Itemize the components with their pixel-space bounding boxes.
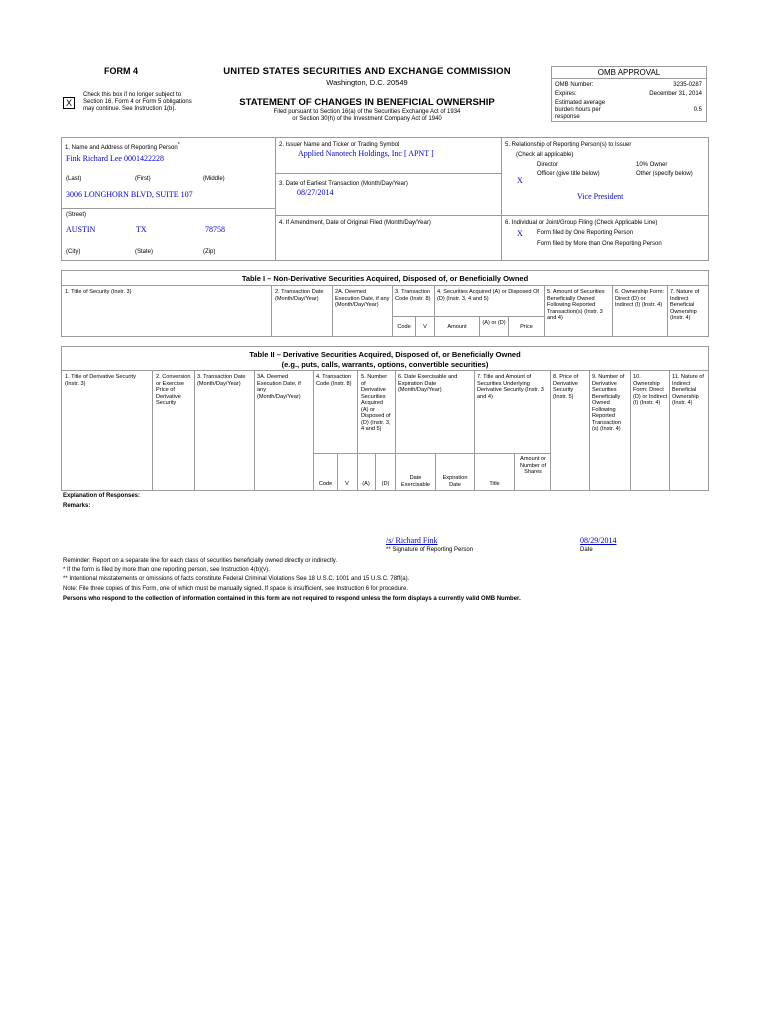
omb-burden-label: Estimated average burden hours per response — [555, 100, 606, 120]
city-label: (City) — [66, 249, 81, 255]
officer-title: Vice President — [577, 192, 624, 201]
omb-number-label: OMB Number: — [555, 82, 594, 88]
omb-title: OMB APPROVAL — [597, 68, 661, 77]
omb-number-value: 3235-0287 — [673, 82, 702, 88]
middle-label: (Middle) — [203, 176, 225, 182]
t1-col-form: 6. Ownership Form: Direct (D) or Indirect (I) (Instr. 4) — [615, 289, 665, 308]
earliest-date-label: 3. Date of Earliest Transaction (Month/Day/Year) — [279, 181, 408, 187]
signature-date: 08/29/2014 — [580, 536, 617, 545]
t1-sub-v: V — [423, 324, 427, 330]
t1-col-amount: 5. Amount of Securities Beneficially Owned Following Reported Transaction(s) (Instr. 3 and 4) — [547, 289, 605, 321]
t1-col-title: 1. Title of Security (Instr. 3) — [65, 289, 132, 295]
reporting-address: 3006 LONGHORN BLVD, SUITE 107 — [66, 190, 193, 199]
note-omb: Persons who respond to the collection of information contained in this form are not required to respond unless the form displays a currently valid OMB Number. — [63, 596, 521, 602]
agency-location: Washington, D.C. 20549 — [326, 78, 408, 87]
t1-col-date: 2. Transaction Date (Month/Day/Year) — [275, 289, 324, 302]
t2-sub-code: Code — [318, 481, 333, 487]
filed-pursuant-line1: Filed pursuant to Section 16(a) of the Securities Exchange Act of 1934 — [273, 109, 461, 115]
t2-col-owned: 9. Number of Derivative Securities Beneficially Owned Following Reported Transaction (s) (Instr. 4) — [592, 374, 625, 432]
t2-col-nature: 11. Nature of Indirect Beneficial Ownership (Instr. 4) — [672, 374, 704, 406]
t2-sub-expiration: Expiration Date — [442, 475, 468, 488]
note-misstatements: ** Intentional misstatements or omissions of facts constitute Federal Criminal Violations See 18 U.S.C. 1001 and 15 U.S.C. 78ff(a). — [63, 576, 410, 582]
amendment-label: 4. If Amendment, Date of Original Filed (Month/Day/Year) — [279, 220, 431, 226]
relationship-label: 5. Relationship of Reporting Person(s) to Issuer — [505, 142, 632, 148]
issuer-label: 2. Issuer Name and Ticker or Trading Symbol — [279, 142, 400, 148]
no-longer-subject-checkbox[interactable]: X — [63, 97, 75, 109]
remarks-label: Remarks: — [63, 503, 91, 509]
signature-label: ** Signature of Reporting Person — [386, 547, 474, 553]
table2-subtitle: (e.g., puts, calls, warrants, options, convertible securities) — [281, 360, 489, 369]
t2-sub-amount: Amount or Number of Shares — [519, 456, 547, 475]
omb-burden-value: 0.5 — [693, 107, 702, 113]
t1-col-nature: 7. Nature of Indirect Beneficial Ownership (Instr. 4) — [670, 289, 700, 321]
filed-pursuant-line2: or Section 30(h) of the Investment Company Act of 1940 — [292, 116, 442, 122]
reporting-zip: 78758 — [205, 225, 225, 234]
issuer-name: Applied Nanotech Holdings, Inc [ APNT ] — [298, 149, 434, 158]
table2-title: Table II – Derivative Securities Acquired, Disposed of, or Beneficially Owned — [249, 350, 521, 359]
earliest-date-value: 08/27/2014 — [297, 188, 334, 197]
t2-sub-d: (D) — [381, 481, 390, 487]
t1-sub-price: Price — [520, 324, 533, 330]
check-all-applicable: (Check all applicable) — [516, 152, 574, 158]
t1-sub-code: Code — [397, 324, 411, 330]
t2-col-code: 4. Transaction Code (Instr. 8) — [316, 374, 352, 387]
officer-option[interactable]: Officer (give title below) — [537, 171, 600, 177]
statement-title: STATEMENT OF CHANGES IN BENEFICIAL OWNERSHIP — [239, 97, 495, 108]
t2-col-conversion: 2. Conversion or Exercise Price of Derivative Security — [156, 374, 191, 406]
reporting-person-label: 1. Name and Address of Reporting Person* — [65, 142, 180, 151]
ten-percent-option[interactable]: 10% Owner — [636, 162, 668, 168]
t1-sub-ad: (A) or (D) — [482, 320, 506, 326]
more-person-option[interactable]: Form filed by More than One Reporting Person — [537, 241, 662, 247]
reporting-person-name: Fink Richard Lee 0001422228 — [66, 154, 164, 163]
note-multiple-persons: * If the form is filed by more than one reporting person, see Instruction 4(b)(v). — [63, 567, 270, 573]
t2-sub-exercisable: Date Exercisable — [401, 475, 430, 488]
table1-title: Table I – Non-Derivative Securities Acquired, Disposed of, or Beneficially Owned — [241, 274, 529, 283]
director-option[interactable]: Director — [537, 162, 559, 168]
omb-expires-label: Expires: — [555, 91, 577, 97]
signature: /s/ Richard Fink — [386, 536, 438, 545]
t1-col-code: 3. Transaction Code (Instr. 8) — [395, 289, 431, 302]
reporting-city: AUSTIN — [66, 225, 96, 234]
one-person-mark[interactable]: X — [517, 229, 523, 238]
agency-title: UNITED STATES SECURITIES AND EXCHANGE COMMISSION — [223, 66, 511, 77]
zip-label: (Zip) — [203, 249, 216, 255]
t2-sub-title: Title — [489, 481, 500, 487]
form-label: FORM 4 — [104, 66, 139, 76]
date-label: Date — [580, 547, 593, 553]
other-option[interactable]: Other (specify below) — [636, 171, 693, 177]
state-label: (State) — [135, 249, 154, 255]
t2-col-exercisable: 6. Date Exercisable and Expiration Date (Month/Day/Year) — [398, 374, 458, 393]
filing-type-label: 6. Individual or Joint/Group Filing (Check Applicable Line) — [505, 220, 658, 226]
explanation-label: Explanation of Responses: — [63, 493, 141, 499]
t1-col-acquired: 4. Securities Acquired (A) or Disposed Of (D) (Instr. 3, 4 and 5) — [437, 289, 539, 302]
t2-col-number: 5. Number of Derivative Securities Acquired (A) or Disposed of (D) (Instr. 3, 4 and 5) — [361, 374, 391, 432]
reminder-text: Reminder: Report on a separate line for each class of securities beneficially owned directly or indirectly. — [63, 558, 338, 564]
t2-col-title: 1. Title of Derivative Security (Instr. 3) — [65, 374, 136, 387]
first-label: (First) — [135, 176, 151, 182]
last-label: (Last) — [66, 176, 82, 182]
note-copies: Note: File three copies of this Form, one of which must be manually signed. If space is insufficient, see Instruction 6 for procedure. — [63, 586, 409, 592]
t1-sub-amount: Amount — [447, 324, 467, 330]
omb-expires-value: December 31, 2014 — [649, 91, 702, 97]
t2-col-date: 3. Transaction Date (Month/Day/Year) — [197, 374, 246, 387]
t2-col-form: 10. Ownership Form: Direct (D) or Indirect (I) (Instr. 4) — [633, 374, 668, 406]
t2-sub-v: V — [345, 481, 349, 487]
checkbox-instruction: Check this box if no longer subject to Section 16. Form 4 or Form 5 obligations may continue. See Instruction 1(b). — [83, 92, 192, 112]
street-label: (Street) — [66, 212, 87, 218]
t2-col-deemed: 3A. Deemed Execution Date, if any (Month/Day/Year) — [257, 374, 301, 400]
t2-col-price: 8. Price of Derivative Security (Instr. 5) — [553, 374, 579, 400]
t2-col-underlying: 7. Title and Amount of Securities Underlying Derivative Security (Instr. 3 and 4) — [477, 374, 544, 400]
one-person-option[interactable]: Form filed by One Reporting Person — [537, 230, 634, 236]
officer-mark[interactable]: X — [517, 176, 523, 185]
t1-col-deemed: 2A. Deemed Execution Date, if any (Month/Day/Year) — [335, 289, 390, 308]
t2-sub-a: (A) — [362, 481, 370, 487]
reporting-state: TX — [136, 225, 147, 234]
